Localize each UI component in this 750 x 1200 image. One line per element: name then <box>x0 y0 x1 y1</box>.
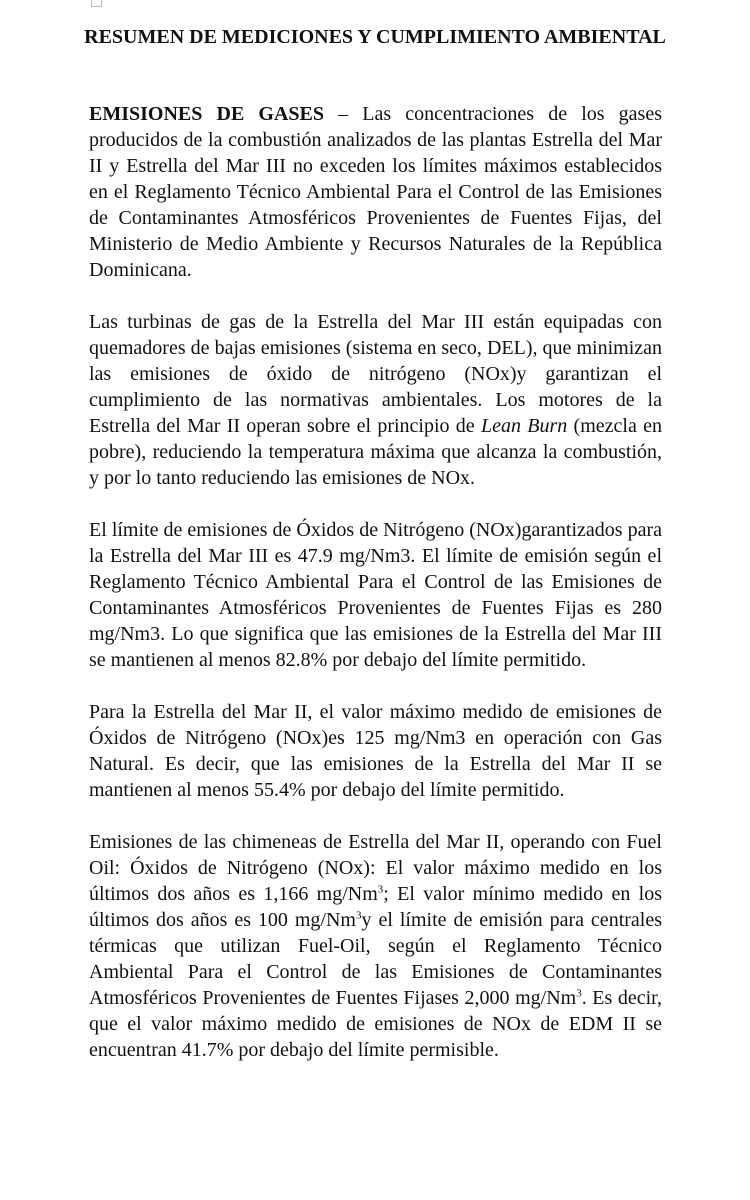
section-heading: EMISIONES DE GASES <box>89 103 324 125</box>
checkbox-icon[interactable] <box>91 0 102 7</box>
paragraph-text: – Las concentraciones de los gases producidos de la combustión analizados de las plantas Estrella del Mar II y Estrella del Mar III no exceden los límites máximos establecidos en el Reglamento Técnico Ambiental Para el Control de las Emisiones de Contaminantes Atmosféricos Provenientes de Fuentes Fijas, del Ministerio de Medio Ambiente y Recursos Naturales de la República Dominicana. <box>89 103 662 281</box>
paragraph-text: Las turbinas de gas de la Estrella del Mar III están equipadas con quemadores de bajas emisiones (sistema en seco, DEL), que minimizan las emisiones de óxido de nitrógeno (NOx)y garantizan el cumplimiento de las normativas ambientales. Los motores de la Estrella del Mar II operan sobre el principio de <box>89 311 662 437</box>
superscript: 3 <box>356 909 362 922</box>
paragraph-emisiones-de-gases <box>89 101 662 283</box>
paragraph-text: ; El valor mínimo medido en los últimos dos años es 100 mg/Nm <box>89 883 662 931</box>
paragraph-limite-edm-iii: El límite de emisiones de Óxidos de Nitrógeno (NOx)garantizados para la Estrella del Mar III es 47.9 mg/Nm3. El límite de emisión según el Reglamento Técnico Ambiental Para el Control de las Emisiones de Contaminantes Atmosféricos Provenientes de Fuentes Fijas es 280 mg/Nm3. Lo que significa que las emisiones de la Estrella del Mar III se mantienen al menos 82.8% por debajo del límite permitido. <box>89 519 662 671</box>
document-body <box>89 101 662 1089</box>
italic-term: Lean Burn <box>480 415 568 437</box>
paragraph-text: . Es decir, que el valor máximo medido de emisiones de NOx de EDM II se encuentran 41.7% por debajo del límite permisible. <box>89 987 662 1061</box>
superscript: 3 <box>377 883 384 896</box>
superscript: 3 <box>576 987 582 1000</box>
paragraph-edm-ii-gas-natural: Para la Estrella del Mar II, el valor máximo medido de emisiones de Óxidos de Nitrógeno (NOx)es 125 mg/Nm3 en operación con Gas Natural. Es decir, que las emisiones de la Estrella del Mar II se mantienen al menos 55.4% por debajo del límite permitido. <box>89 701 662 801</box>
paragraph-text: Emisiones de las chimeneas de Estrella del Mar II, operando con Fuel Oil: Óxidos de Nitrógeno (NOx): El valor máximo medido en los últimos dos años es 1,166 mg/Nm <box>89 831 662 905</box>
paragraph-text: y el límite de emisión para centrales térmicas que utilizan Fuel-Oil, según el Reglamento Técnico Ambiental Para el Control de las Emisiones de Contaminantes Atmosféricos Provenientes de Fuentes Fijases 2,000 mg/Nm <box>89 909 662 1009</box>
paragraph-edm-ii-fuel-oil <box>89 829 662 1063</box>
paragraph-turbinas <box>89 309 662 491</box>
paragraph-text: (mezcla en pobre), reduciendo la temperatura máxima que alcanza la combustión, y por lo tanto reduciendo las emisiones de NOx. <box>89 415 662 489</box>
document-title: RESUMEN DE MEDICIONES Y CUMPLIMIENTO AMBIENTAL <box>84 26 666 48</box>
